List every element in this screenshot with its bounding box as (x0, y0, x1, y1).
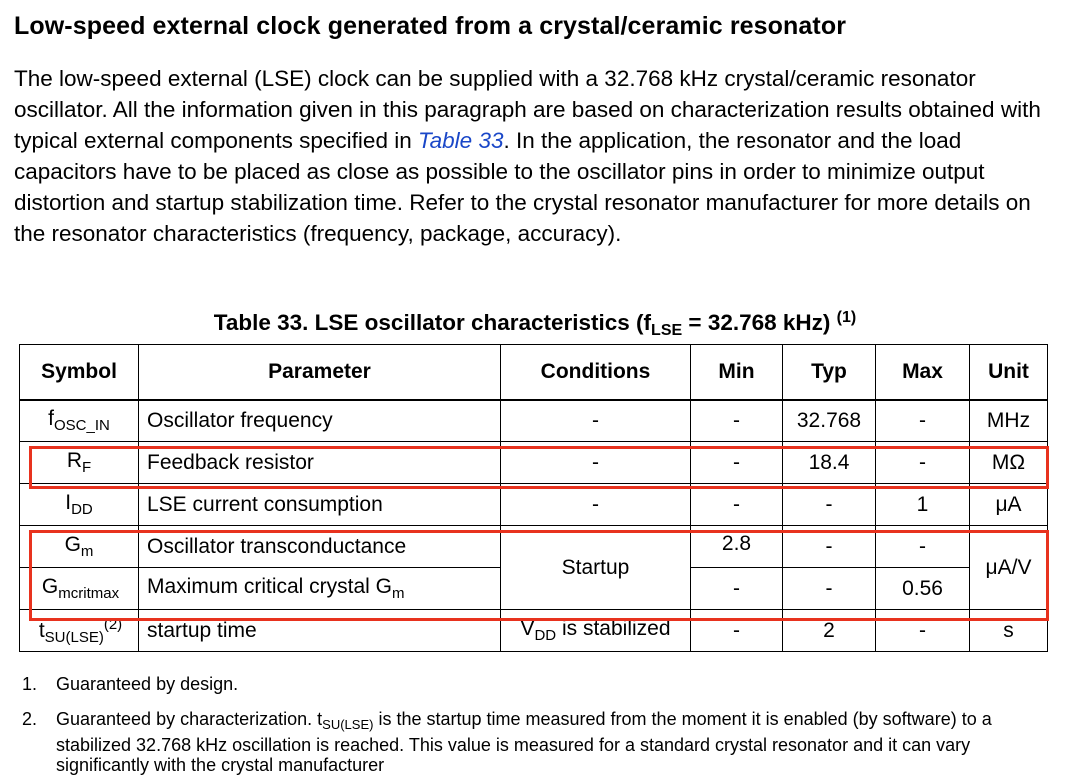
footnote-text: Guaranteed by characterization. t (56, 709, 323, 729)
symbol-base: R (66, 449, 82, 472)
symbol-cell (20, 442, 139, 484)
min-cell: - (691, 400, 783, 442)
unit-cell: s (970, 610, 1048, 652)
table-row (20, 610, 1048, 652)
footnote-text: is the startup time measured from the moment it is enabled (by software) to a stabilized 32.768 kHz oscillation is reached. This value is measured for a standard crystal resonator and it can vary significantly with the crystal manufacturer (56, 709, 992, 775)
min-cell: - (691, 610, 783, 652)
caption-sub: LSE (651, 322, 683, 339)
max-cell: - (876, 526, 970, 568)
caption-suffix: = 32.768 kHz) (682, 310, 831, 335)
max-cell: - (876, 610, 970, 652)
footnote-2 (22, 709, 1052, 775)
max-cell: - (876, 400, 970, 442)
parameter-cell: Oscillator transconductance (139, 526, 501, 568)
unit-cell: μA/V (970, 526, 1048, 610)
symbol-sub: SU(LSE) (44, 628, 104, 646)
paragraph-text-1: The low-speed external (LSE) clock can be supplied with a 32.768 kHz crystal/ceramic resonator oscillator. All the information given in this paragraph are based on characterization results obtained with typical external components specified in (14, 66, 1041, 153)
typ-cell: 2 (783, 610, 876, 652)
min-cell: - (691, 568, 783, 610)
table-header-row (20, 345, 1048, 400)
header-conditions: Conditions (501, 345, 691, 400)
unit-cell: MΩ (970, 442, 1048, 484)
symbol-cell (20, 484, 139, 526)
conditions-base: V (520, 617, 535, 640)
footnote-number: 1. (22, 674, 38, 694)
symbol-sub: OSC_IN (53, 417, 110, 435)
typ-cell: - (783, 526, 876, 568)
symbol-sub: F (82, 459, 92, 476)
max-cell: 0.56 (876, 568, 970, 610)
header-typ: Typ (783, 345, 876, 400)
min-cell: - (691, 442, 783, 484)
symbol-base: f (48, 407, 54, 431)
conditions-rest: is stabilized (556, 617, 671, 640)
parameter-text: Maximum critical crystal G (147, 575, 393, 598)
symbol-base: I (65, 491, 72, 514)
footnote-text: Guaranteed by design. (56, 674, 239, 694)
conditions-cell: - (501, 484, 691, 526)
paragraph-text-2: . In the application, the resonator and the load capacitors have to be placed as close as possible to the oscillator pins in order to minimize output distortion and startup stabilization time. Refer to the crystal resonator manufacturer for more details on the resonator characteristics (frequency, package, accuracy). (14, 128, 1031, 246)
caption-prefix: Table 33. LSE oscillator characteristics (f (213, 310, 652, 335)
section-heading: Low-speed external clock generated from a crystal/ceramic resonator (14, 12, 847, 40)
header-symbol: Symbol (20, 345, 139, 400)
symbol-base: G (64, 533, 81, 556)
parameter-cell: LSE current consumption (139, 484, 501, 526)
max-cell: 1 (876, 484, 970, 526)
footnote-1 (22, 674, 1052, 694)
table-row (20, 442, 1048, 484)
symbol-cell (20, 610, 139, 652)
typ-cell: 18.4 (783, 442, 876, 484)
typ-cell: 32.768 (783, 400, 876, 442)
footnotes (22, 674, 1052, 775)
conditions-sub: DD (534, 627, 557, 644)
symbol-sub: m (80, 543, 94, 560)
min-cell: - (691, 484, 783, 526)
max-cell: - (876, 442, 970, 484)
symbol-sub: DD (71, 501, 93, 518)
symbol-base: t (38, 618, 45, 642)
header-unit: Unit (970, 345, 1048, 400)
unit-cell: μA (970, 484, 1048, 526)
parameter-cell: Oscillator frequency (139, 400, 501, 442)
typ-cell: - (783, 568, 876, 610)
parameter-sub: m (392, 585, 405, 602)
table-row (20, 400, 1048, 442)
conditions-cell (501, 610, 691, 652)
conditions-cell: - (501, 400, 691, 442)
footnote-number: 2. (22, 709, 38, 729)
header-max: Max (876, 345, 970, 400)
footnote-sub: SU(LSE) (322, 717, 374, 732)
parameter-cell: startup time (139, 610, 501, 652)
footnote-ref[interactable]: (2) (103, 615, 123, 633)
symbol-base: G (41, 575, 59, 598)
caption-note-ref[interactable]: (1) (836, 309, 857, 326)
conditions-cell: - (501, 442, 691, 484)
symbol-cell (20, 568, 139, 610)
symbol-cell (20, 526, 139, 568)
symbol-sub: mcritmax (58, 585, 120, 602)
min-cell: 2.8 (691, 526, 783, 568)
table-33-link[interactable]: Table 33 (417, 128, 504, 153)
unit-cell: MHz (970, 400, 1048, 442)
conditions-cell: Startup (501, 526, 691, 610)
parameter-cell: Feedback resistor (139, 442, 501, 484)
table-row (20, 484, 1048, 526)
header-parameter: Parameter (139, 345, 501, 400)
body-paragraph (14, 63, 1059, 249)
symbol-cell (20, 400, 139, 442)
table-caption (0, 309, 1070, 340)
parameter-cell (139, 568, 501, 610)
header-min: Min (691, 345, 783, 400)
lse-characteristics-table (19, 344, 1048, 652)
typ-cell: - (783, 484, 876, 526)
table-row (20, 526, 1048, 568)
